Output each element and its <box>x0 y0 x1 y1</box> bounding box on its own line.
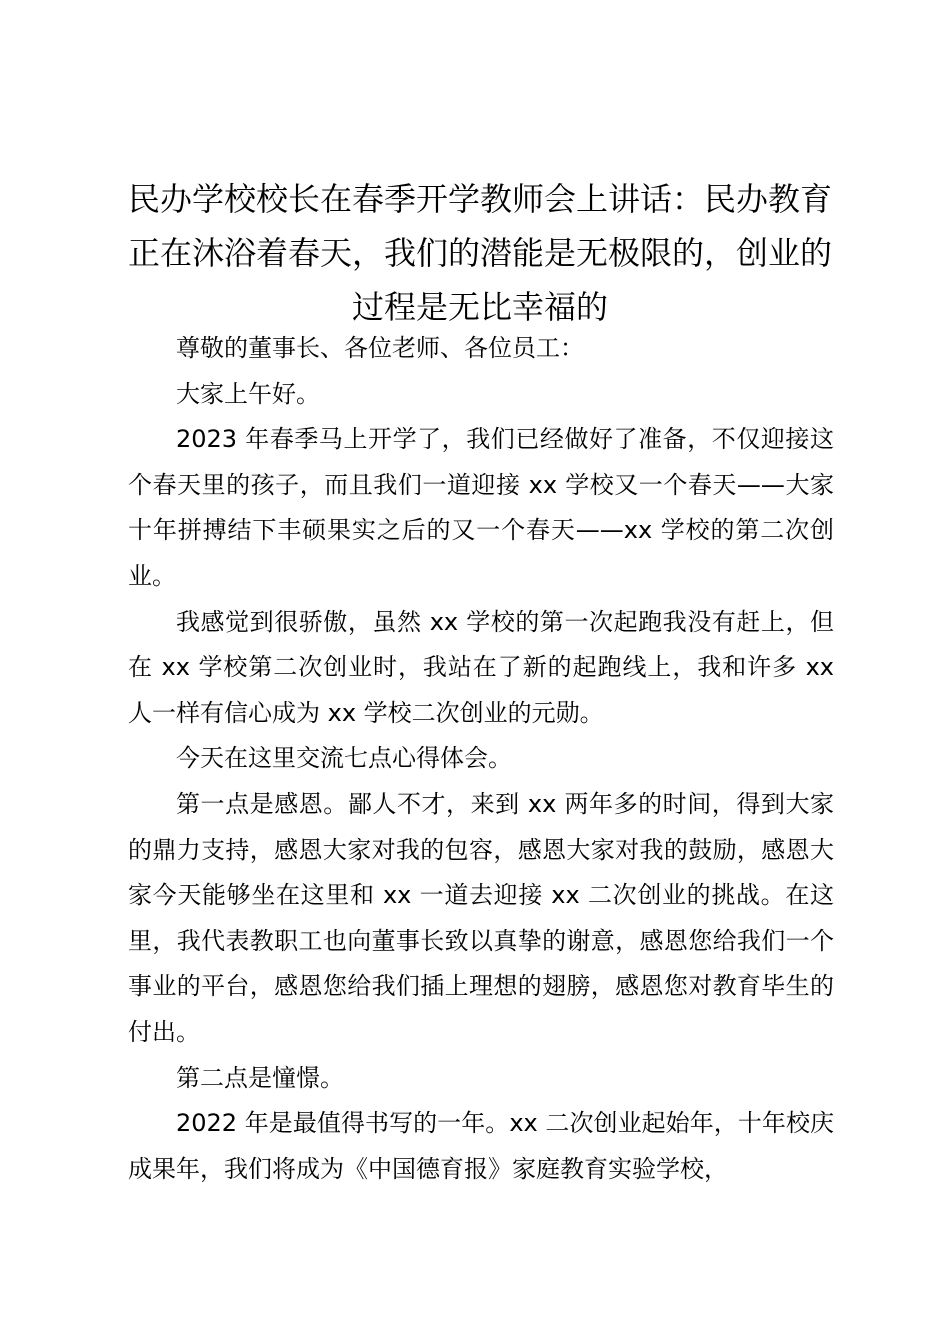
salutation-paragraph: 尊敬的董事长、各位老师、各位员工： <box>176 334 584 362</box>
document-title: 民办学校校长在春季开学教师会上讲话：民办教育正在沐浴着春天，我们的潜能是无极限的，创业的过程是无比幸福的 <box>127 180 832 326</box>
greeting-paragraph: 大家上午好。 <box>176 379 320 408</box>
body-paragraph: 今天在这里交流七点心得体会。 <box>176 744 512 773</box>
body-paragraph: 我感觉到很骄傲，虽然 xx 学校的第一次起跑我没有赶上，但在 xx 学校第二次创业时，我站在了新的起跑线上，我和许多 xx 人一样有信心成为 xx 学校二次创业的元勋。 <box>128 607 834 727</box>
body-paragraph: 第一点是感恩。鄙人不才，来到 xx 两年多的时间，得到大家的鼎力支持，感恩大家对我的包容，感恩大家对我的鼓励，感恩大家今天能够坐在这里和 xx 一道去迎接 xx 二次创业的挑战。在这里，我代表教职工也向董事长致以真挚的谢意，感恩您给我们一个事业的平台，感恩您给我们插上理想的翅膀，感恩您对教育毕生的付出。 <box>128 789 834 1046</box>
body-paragraph: 2022 年是最值得书写的一年。xx 二次创业起始年，十年校庆成果年，我们将成为《中国德育报》家庭教育实验学校， <box>128 1109 834 1183</box>
document-body <box>128 326 834 1192</box>
section-heading-paragraph: 第二点是憧憬。 <box>176 1063 344 1092</box>
body-paragraph: 2023 年春季马上开学了，我们已经做好了准备，不仅迎接这个春天里的孩子，而且我们一道迎接 xx 学校又一个春天——大家十年拼搏结下丰硕果实之后的又一个春天——xx 学校的第二次创业。 <box>128 425 834 590</box>
